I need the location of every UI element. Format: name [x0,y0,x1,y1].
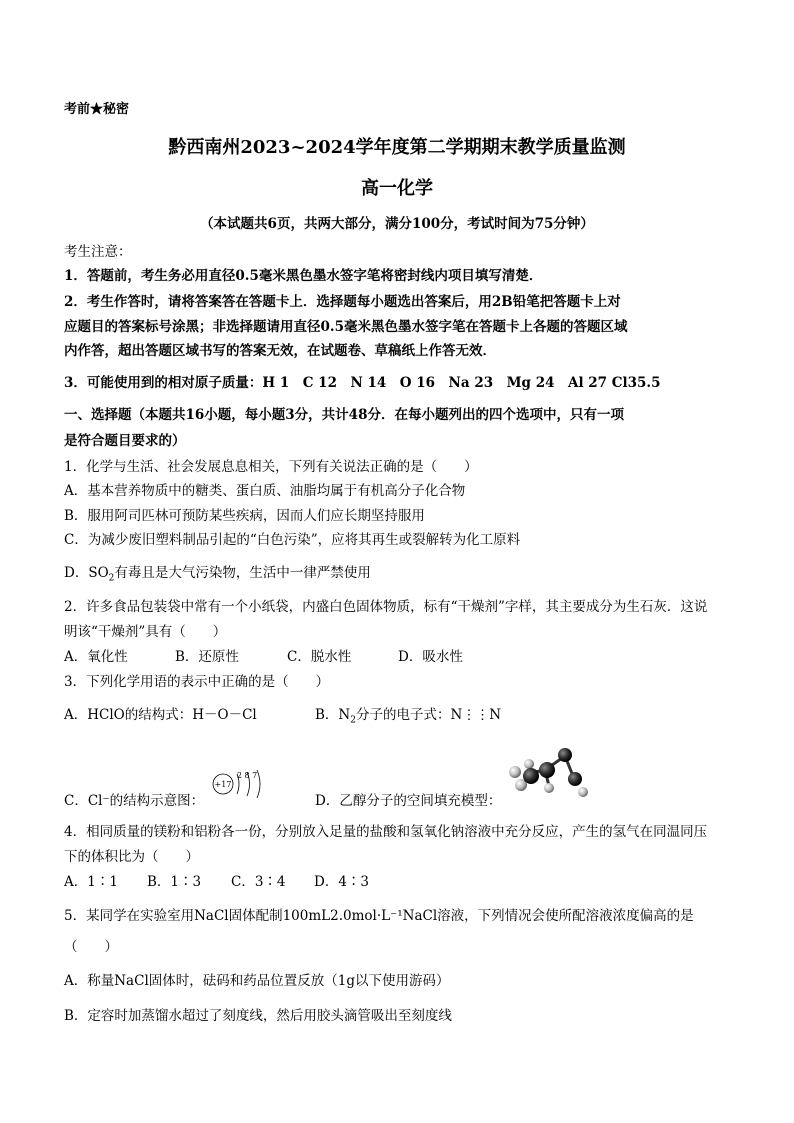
q1-d-so: SO [88,565,109,581]
notice-1: 1．答题前，考生务必用直径0.5毫米黑色墨水签字笔将密封线内项目填写清楚． [64,268,543,284]
q1-d-text: 有毒且是大气污染物，生活中一律严禁使用 [114,565,371,581]
section1-heading-line2: 是符合题目要求的） [64,433,186,449]
notice-2-line1: 2．考生作答时，请将答案答在答题卡上．选择题每小题选出答案后，用2B铅笔把答题卡上对 [64,294,621,310]
q4-option-d: D．4∶3 [314,874,370,890]
q4-option-b: B．1∶3 [147,874,202,890]
q1-stem: 1．化学与生活、社会发展息息相关，下列有关说法正确的是（ ） [64,459,478,475]
q2-option-c: C．脱水性 [287,649,352,665]
q2-stem-line2: 明该“干燥剂”具有（ ） [64,624,227,640]
q3-option-c: C．Cl⁻的结构示意图： [64,793,205,809]
subject-title: 高一化学 [361,178,433,199]
q1-option-a: A．基本营养物质中的糖类、蛋白质、油脂均属于有机高分子化合物 [64,483,466,499]
cl-ion-structure-diagram [210,764,274,804]
q1-option-d [64,564,371,588]
q4-option-c: C．3∶4 [231,874,286,890]
q3-b-sub: 2 [350,715,356,726]
notice-3: 3．可能使用到的相对原子质量：H 1 C 12 N 14 O 16 Na 23 Mg 24 Al 27 Cl35.5 [64,375,661,391]
q5-stem-line1: 5．某同学在实验室用NaCl固体配制100mL2.0mol·L⁻¹NaCl溶液，下列情况会使所配溶液浓度偏高的是 [64,908,694,924]
q1-d-sub: 2 [108,573,115,584]
exam-subtitle: （本试题共6页，共两大部分，满分100分，考试时间为75分钟） [200,216,594,232]
q3-option-a: A．HClO的结构式：H－O－Cl [64,707,257,723]
q1-d-prefix: D． [64,565,89,581]
q5-option-b: B．定容时加蒸馏水超过了刻度线，然后用胶头滴管吸出至刻度线 [64,1008,452,1024]
q4-stem-line1: 4．相同质量的镁粉和铝粉各一份，分别放入足量的盐酸和氢氧化钠溶液中充分反应，产生的氢气在同温同压 [64,824,708,840]
q3-option-b [315,706,501,730]
q5-option-a: A．称量NaCl固体时，砝码和药品位置反放（1g以下使用游码） [64,973,450,989]
notice-2-line2: 应题目的答案标号涂黑；非选择题请用直径0.5毫米黑色墨水签字笔在答题卡上各题的答题区域 [64,319,628,335]
q1-option-b: B．服用阿司匹林可预防某些疾病，因而人们应长期坚持服用 [64,508,425,524]
secret-label: 考前★秘密 [64,102,130,117]
q5-stem-line2: （ ） [64,939,118,955]
ethanol-space-filling-model [505,744,589,806]
q1-option-c: C．为减少废旧塑料制品引起的“白色污染”，应将其再生或裂解转为化工原料 [64,532,521,548]
q3-b-text: 分子的电子式：N⋮⋮N [355,707,502,723]
q3-option-d: D．乙醇分子的空间填充模型： [315,793,502,809]
q4-option-a: A．1∶1 [64,874,118,890]
q4-stem-line2: 下的体积比为（ ） [64,849,199,865]
notice-2-line3: 内作答，超出答题区域书写的答案无效，在试题卷、草稿纸上作答无效． [64,343,496,359]
q3-b-prefix: B．N [315,707,351,723]
q2-stem-line1: 2．许多食品包装袋中常有一个小纸袋，内盛白色固体物质，标有“干燥剂”字样，其主要成分为生石灰．这说 [64,599,708,615]
q2-option-b: B．还原性 [175,649,239,665]
cl-nucleus-charge: +17 [214,780,232,789]
q2-option-d: D．吸水性 [398,649,463,665]
section1-heading-line1: 一、选择题（本题共16小题，每小题3分，共计48分．在每小题列出的四个选项中，只有一项 [64,407,624,423]
cl-shell-electrons: 2 8 7 [236,771,258,780]
q3-stem: 3．下列化学用语的表示中正确的是（ ） [64,674,330,690]
q2-option-a: A．氧化性 [64,649,128,665]
exam-title: 黔西南州2023~2024学年度第二学期期末教学质量监测 [168,137,626,158]
notice-heading: 考生注意： [64,244,132,260]
